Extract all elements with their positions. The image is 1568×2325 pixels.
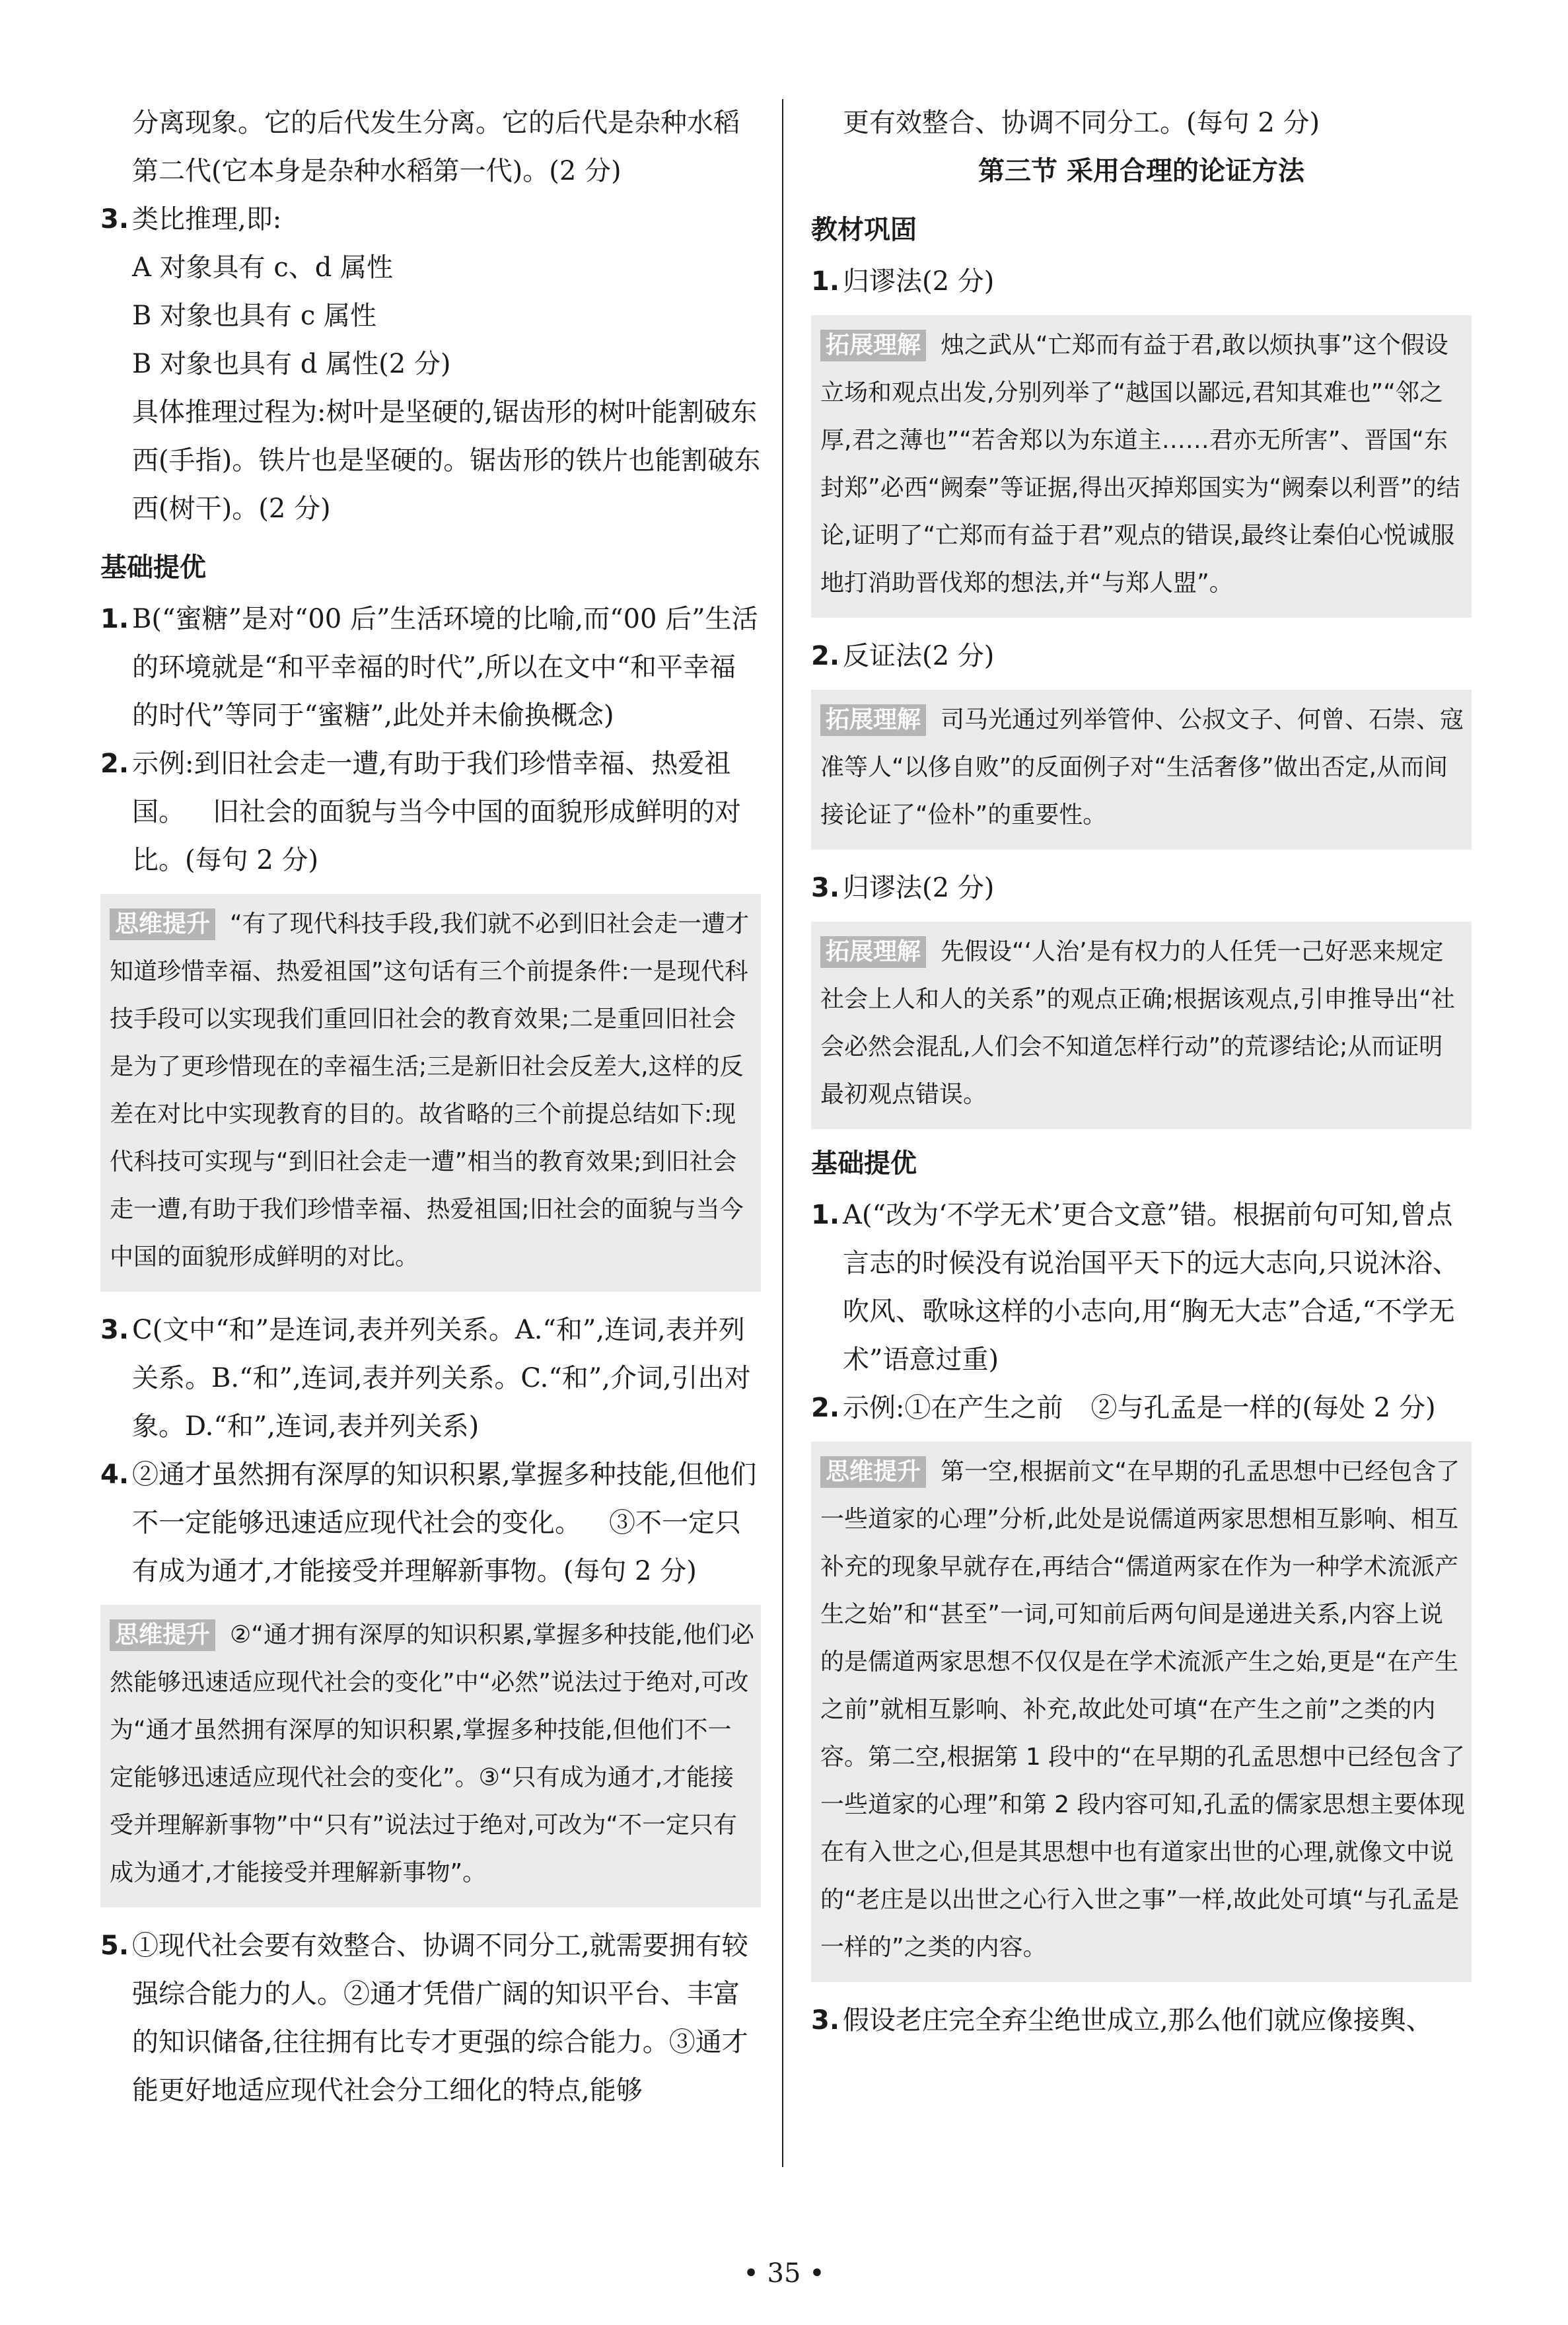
extension-box — [811, 922, 1472, 1129]
box-text: 司马光通过列举管仲、公叔文子、何曾、石崇、寇准等人“以侈自败”的反面例子对“生活奢侈”做出否定,从而间接论证了“俭朴”的重要性。 — [820, 706, 1464, 829]
item-number: 3. — [100, 1315, 129, 1345]
answer-item-1 — [811, 258, 1472, 306]
item-line: B 对象也具有 d 属性(2 分) — [132, 349, 451, 379]
item-text — [132, 1451, 761, 1596]
box-tag: 拓展理解 — [820, 704, 926, 736]
thinking-box — [811, 1442, 1472, 1982]
item-number: 2. — [811, 641, 840, 671]
answer-item-3 — [100, 196, 761, 533]
item-number: 3. — [100, 204, 129, 235]
item-text: 归谬法(2 分) — [843, 873, 995, 903]
item-text — [843, 1384, 1472, 1432]
item-text-part: 示例:到旧社会走一遭,有助于我们珍惜幸福、热爱祖国。 — [132, 749, 731, 827]
item-text: C(文中“和”是连词,表并列关系。A.“和”,连词,表并列关系。B.“和”,连词,表并列关系。C.“和”,介词,引出对象。D.“和”,连词,表并列关系) — [132, 1315, 751, 1442]
item-line: A 对象具有 c、d 属性 — [132, 252, 394, 283]
box-text: “有了现代科技手段,我们就不必到旧社会走一遭才知道珍惜幸福、热爱祖国”这句话有三个前提条件:一是现代科技手段可以实现我们重回旧社会的教育效果;二是重回旧社会是为了更珍惜现在的幸福生活;三是新旧社会反差大,这样的反差在对比中实现教育的目的。故省略的三个前提总结如下:现代科技可实现与“到旧社会走一遭”相当的教育效果;到旧社会走一遭,有助于我们珍惜幸福、热爱祖国;旧社会的面貌与当今中国的面貌形成鲜明的对比。 — [110, 910, 750, 1271]
item-label: 类比推理,即: — [132, 204, 282, 235]
item-text-part: ②通才虽然拥有深厚的知识积累,掌握多种技能,但他们不一定能够迅速适应现代社会的变化。 — [132, 1459, 757, 1538]
item-text-part: ③不一定只有成为通才,才能接受并理解新事物。(每句 2 分) — [132, 1508, 741, 1586]
box-tag: 拓展理解 — [820, 330, 926, 361]
item-number: 2. — [100, 749, 129, 779]
item-number: 2. — [811, 1393, 840, 1423]
column-divider — [782, 99, 783, 2167]
box-tag: 思维提升 — [820, 1456, 926, 1488]
box-tag: 思维提升 — [110, 908, 215, 940]
item-number: 1. — [811, 266, 840, 297]
item-text-part: ②与孔孟是一样的(每处 2 分) — [1090, 1393, 1436, 1423]
item-text: 归谬法(2 分) — [843, 266, 995, 297]
right-column — [811, 99, 1472, 2045]
section-heading: 基础提优 — [811, 1148, 917, 1179]
answer-item-2 — [811, 632, 1472, 681]
page-number: • 35 • — [743, 2258, 825, 2289]
section-heading: 基础提优 — [100, 552, 206, 583]
left-column — [100, 99, 761, 2115]
thinking-box — [100, 1605, 761, 1907]
item-text-part: 旧社会的面貌与当今中国的面貌形成鲜明的对比。(每句 2 分) — [132, 797, 741, 875]
item-number: 5. — [100, 1931, 129, 1961]
item-number: 1. — [100, 604, 129, 634]
answer-item-1b — [811, 1191, 1472, 1384]
box-text: 先假设“‘人治’是有权力的人任凭一己好恶来规定社会上人和人的关系”的观点正确;根据该观点,引申推导出“社会必然会混乱,人们会不知道怎样行动”的荒谬结论;从而证明最初观点错误。 — [820, 938, 1455, 1108]
item-text: 假设老庄完全弃尘绝世成立,那么他们就应像接舆、 — [843, 2005, 1433, 2036]
item-text — [132, 740, 761, 885]
answer-item-1 — [100, 595, 761, 740]
item-text-part: 示例:①在产生之前 — [843, 1393, 1063, 1423]
box-text: ②“通才拥有深厚的知识积累,掌握多种技能,他们必然能够迅速适应现代社会的变化”中“必然”说法过于绝对,可改为“通才虽然拥有深厚的知识积累,掌握多种技能,但他们不一定能够迅速适应现代社会的变化”。③“只有成为通才,才能接受并理解新事物”中“只有”说法过于绝对,可改为“不一定只有成为通才,才能接受并理解新事物”。 — [110, 1621, 754, 1886]
item-line: B 对象也具有 c 属性 — [132, 301, 376, 331]
item-text: A(“改为‘不学无术’更合文意”错。根据前句可知,曾点言志的时候没有说治国平天下的远大志向,只说沐浴、吹风、歌咏这样的小志向,用“胸无大志”合适,“不学无术”语意过重) — [843, 1200, 1459, 1375]
box-tag: 拓展理解 — [820, 936, 926, 968]
item-text: 反证法(2 分) — [843, 641, 995, 671]
item-detail: 具体推理过程为:树叶是坚硬的,锯齿形的树叶能割破东西(手指)。铁片也是坚硬的。锯齿形的铁片也能割破东西(树干)。(2 分) — [132, 397, 761, 524]
item-text: ①现代社会要有效整合、协调不同分工,就需要拥有较强综合能力的人。②通才凭借广阔的知识平台、丰富的知识储备,往往拥有比专才更强的综合能力。③通才能更好地适应现代社会分工细化的特点,能够 — [132, 1931, 748, 2106]
answer-item-3b — [811, 1997, 1472, 2045]
item-number: 3. — [811, 2005, 840, 2036]
section-title: 第三节 采用合理的论证方法 — [978, 156, 1304, 186]
item-number: 4. — [100, 1459, 129, 1490]
item-text: B(“蜜糖”是对“00 后”生活环境的比喻,而“00 后”生活的环境就是“和平幸福的时代”,所以在文中“和平幸福的时代”等同于“蜜糖”,此处并未偷换概念) — [132, 604, 758, 731]
answer-item-3b — [100, 1306, 761, 1451]
item-number: 1. — [811, 1200, 840, 1230]
answer-item-4 — [100, 1451, 761, 1596]
thinking-box — [100, 894, 761, 1292]
box-text: 烛之武从“亡郑而有益于君,敢以烦执事”这个假设立场和观点出发,分别列举了“越国以鄙远,君知其难也”“邻之厚,君之薄也”“若舍郑以为东道主……君亦无所害”、晋国“东封郑”必西“阙秦”等证据,得出灭掉郑国实为“阙秦以利晋”的结论,证明了“亡郑而有益于君”观点的错误,最终让秦伯心悦诚服地打消助晋伐郑的想法,并“与郑人盟”。 — [820, 332, 1460, 597]
box-text: 第一空,根据前文“在早期的孔孟思想中已经包含了一些道家的心理”分析,此处是说儒道两家思想相互影响、相互补充的现象早就存在,再结合“儒道两家在作为一种学术流派产生之始”和“甚至”一词,可知前后两句间是递进关系,内容上说的是儒道两家思想不仅仅是在学术流派产生之始,更是“在产生之前”就相互影响、补充,故此处可填“在产生之前”之类的内容。第二空,根据第 1 段中的“在早期的孔孟思想中已经包含了一些道家的心理”和第 2 段内容可知,孔孟的儒家思想主要体现在有入世之心,但是其思想中也有道家出世的心理,就像文中说的“老庄是以出世之心行入世之事”一样,故此处可填“与孔孟是一样的”之类的内容。 — [820, 1458, 1465, 1961]
extension-box — [811, 690, 1472, 850]
continuation-paragraph: 更有效整合、协调不同分工。(每句 2 分) — [843, 108, 1320, 138]
item-number: 3. — [811, 873, 840, 903]
continuation-paragraph: 分离现象。它的后代发生分离。它的后代是杂种水稻第二代(它本身是杂种水稻第一代)。(2 分) — [132, 108, 740, 186]
section-heading: 教材巩固 — [811, 215, 917, 245]
box-tag: 思维提升 — [110, 1619, 215, 1651]
answer-item-3 — [811, 864, 1472, 912]
extension-box — [811, 315, 1472, 618]
answer-item-2 — [100, 740, 761, 885]
answer-item-2b — [811, 1384, 1472, 1432]
answer-item-5 — [100, 1922, 761, 2115]
